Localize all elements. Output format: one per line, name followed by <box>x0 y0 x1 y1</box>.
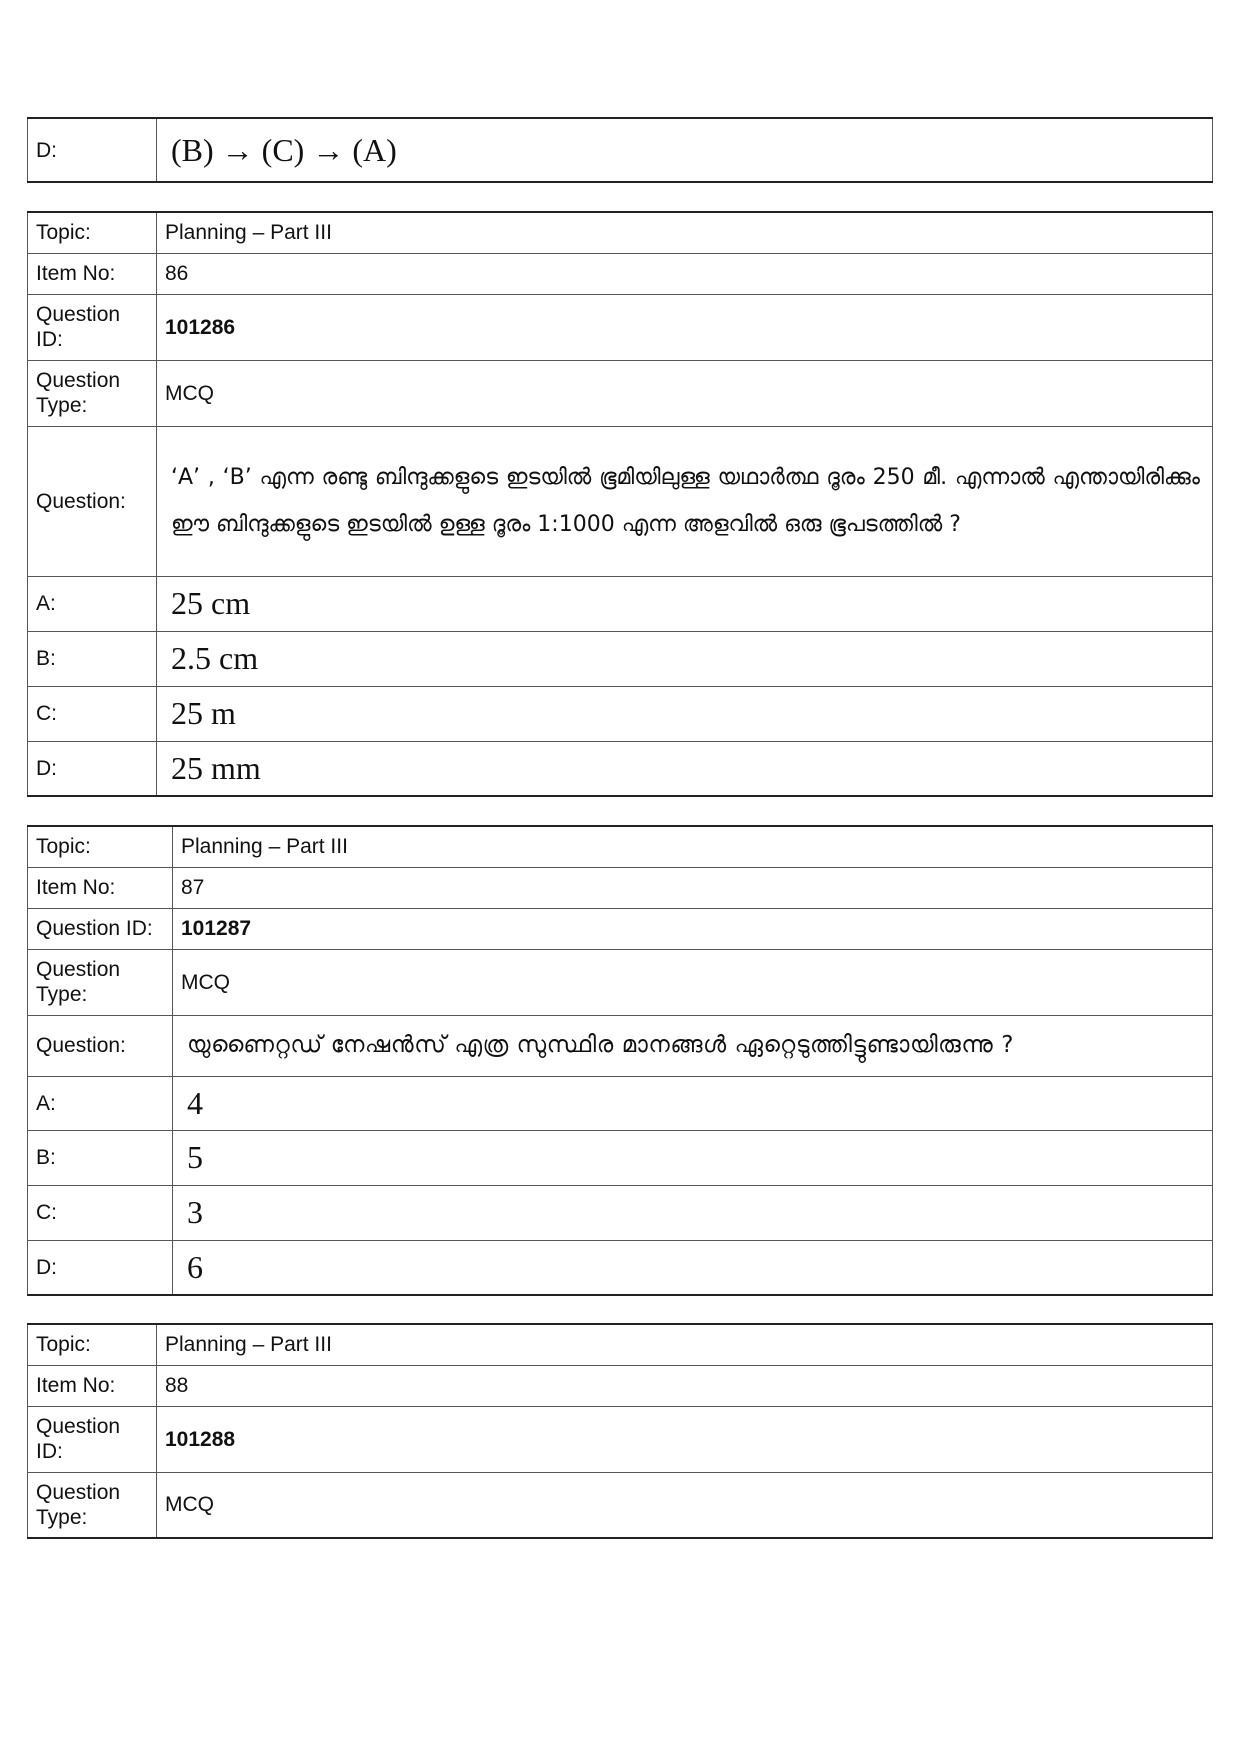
option-label: D: <box>28 741 157 796</box>
question-87-table <box>27 825 1213 1296</box>
item-no-row <box>28 253 1213 294</box>
question-type-value: MCQ <box>157 360 1213 426</box>
question-type-value: MCQ <box>173 949 1213 1015</box>
option-label: C: <box>28 1185 173 1240</box>
option-label: A: <box>28 576 157 631</box>
question-type-label: Question Type: <box>28 1472 157 1538</box>
question-type-value: MCQ <box>157 1472 1213 1538</box>
topic-label: Topic: <box>28 1324 157 1365</box>
question-86-table <box>27 211 1213 797</box>
topic-row <box>28 826 1213 867</box>
item-no-row <box>28 1365 1213 1406</box>
question-label: Question: <box>28 1015 173 1076</box>
item-no-value: 88 <box>157 1365 1213 1406</box>
question-type-row <box>28 360 1213 426</box>
question-id-value: 101288 <box>157 1406 1213 1472</box>
item-no-label: Item No: <box>28 867 173 908</box>
question-type-row <box>28 1472 1213 1538</box>
question-id-value: 101286 <box>157 294 1213 360</box>
question-text: യുണൈറ്റഡ് നേഷൻസ് എത്ര സുസ്ഥിര മാനങ്ങൾ ഏറ്റെടുത്തിട്ടുണ്ടായിരുന്നു ? <box>173 1015 1213 1076</box>
option-value: 6 <box>173 1240 1213 1295</box>
option-row-b <box>28 1130 1213 1185</box>
question-id-label: Question ID: <box>28 908 173 949</box>
option-label: B: <box>28 631 157 686</box>
option-label: A: <box>28 1076 173 1130</box>
option-row-a <box>28 1076 1213 1130</box>
option-row-d <box>28 118 1213 182</box>
question-id-value: 101287 <box>173 908 1213 949</box>
option-value: 3 <box>173 1185 1213 1240</box>
question-id-label: Question ID: <box>28 1406 157 1472</box>
topic-row <box>28 1324 1213 1365</box>
option-label: D: <box>28 118 157 182</box>
option-row-c <box>28 1185 1213 1240</box>
previous-question-tail-table <box>27 117 1213 183</box>
option-row-a <box>28 576 1213 631</box>
question-row <box>28 1015 1213 1076</box>
topic-value: Planning – Part III <box>173 826 1213 867</box>
item-no-label: Item No: <box>28 253 157 294</box>
option-label: D: <box>28 1240 173 1295</box>
option-row-d <box>28 1240 1213 1295</box>
question-id-row <box>28 1406 1213 1472</box>
topic-label: Topic: <box>28 826 173 867</box>
topic-value: Planning – Part III <box>157 1324 1213 1365</box>
question-label: Question: <box>28 426 157 576</box>
option-label: B: <box>28 1130 173 1185</box>
option-value: 4 <box>173 1076 1213 1130</box>
item-no-row <box>28 867 1213 908</box>
question-type-row <box>28 949 1213 1015</box>
question-type-label: Question Type: <box>28 949 173 1015</box>
option-value: 2.5 cm <box>157 631 1213 686</box>
option-value: 25 m <box>157 686 1213 741</box>
question-type-label: Question Type: <box>28 360 157 426</box>
topic-value: Planning – Part III <box>157 212 1213 253</box>
question-row <box>28 426 1213 576</box>
question-text: ‘A’ , ‘B’ എന്ന രണ്ടു ബിന്ദുക്കളുടെ ഇടയിൽ ഭൂമിയിലുള്ള യഥാർത്ഥ ദൂരം 250 മീ. എന്നാൽ എന്തായിരിക്കും ഈ ബിന്ദുക്കളുടെ ഇടയിൽ ഉള്ള ദൂരം 1:1000 എന്ന അളവിൽ ഒരു ഭൂപടത്തിൽ ? <box>157 426 1213 576</box>
option-value: 25 cm <box>157 576 1213 631</box>
option-row-c <box>28 686 1213 741</box>
question-id-row <box>28 908 1213 949</box>
topic-row <box>28 212 1213 253</box>
option-label: C: <box>28 686 157 741</box>
option-row-d <box>28 741 1213 796</box>
option-value: 5 <box>173 1130 1213 1185</box>
option-row-b <box>28 631 1213 686</box>
question-id-row <box>28 294 1213 360</box>
question-88-table <box>27 1323 1213 1539</box>
topic-label: Topic: <box>28 212 157 253</box>
item-no-label: Item No: <box>28 1365 157 1406</box>
question-id-label: Question ID: <box>28 294 157 360</box>
item-no-value: 86 <box>157 253 1213 294</box>
item-no-value: 87 <box>173 867 1213 908</box>
option-value: 25 mm <box>157 741 1213 796</box>
option-value: (B) → (C) → (A) <box>157 118 1213 182</box>
